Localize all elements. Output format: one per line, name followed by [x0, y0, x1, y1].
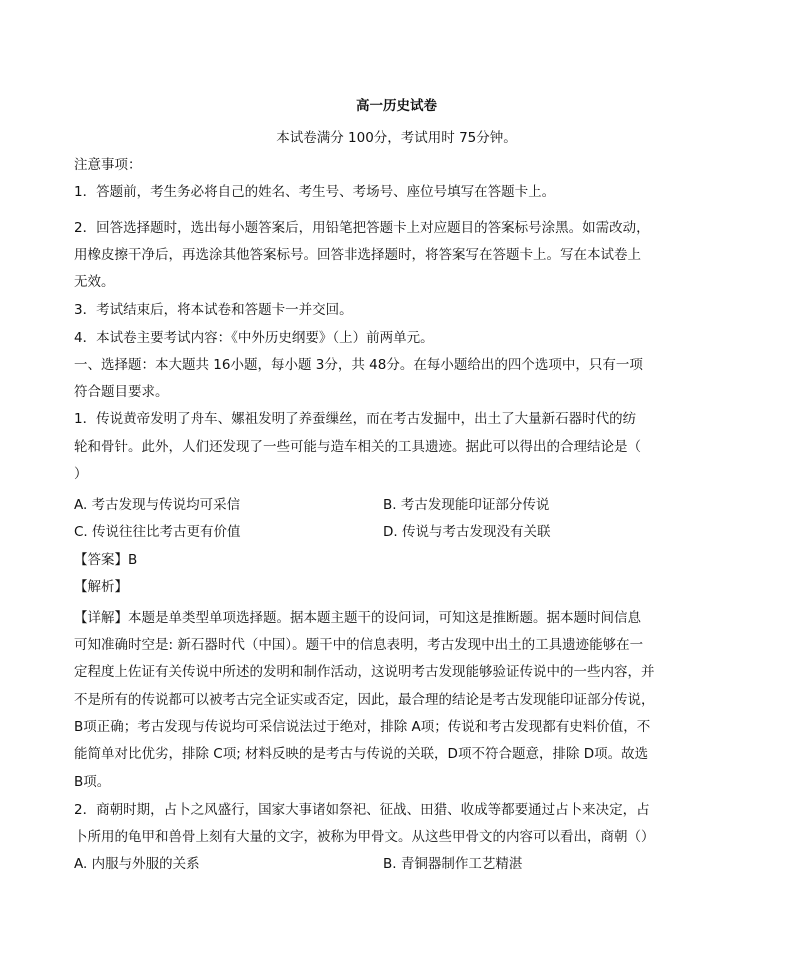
section-heading: 一、选择题：本大题共 16小题，每小题 3分，共 48分。在每小题给出的四个选项中，只有一项 [74, 357, 643, 373]
question-stem: 1．传说黄帝发明了舟车、嫘祖发明了养蚕缫丝，而在考古发掘中，出土了大量新石器时代的纺 [74, 411, 637, 427]
analysis-text: 定程度上佐证有关传说中所述的发明和制作活动，这说明考古发现能够验证传说中的一些内容，并 [74, 664, 655, 680]
question-stem: ） [74, 466, 88, 482]
option-d: D. 传说与考古发现没有关联 [383, 524, 551, 540]
option-a: A. 内服与外服的关系 [74, 856, 200, 872]
question-stem: 卜所用的龟甲和兽骨上刻有大量的文字，被称为甲骨文。从这些甲骨文的内容可以看出，商朝（） [74, 829, 655, 845]
notice-item: 2．回答选择题时，选出每小题答案后，用铅笔把答题卡上对应题目的答案标号涂黑。如需改动， [74, 220, 650, 236]
analysis-label: 【解析】 [74, 579, 128, 595]
exam-info: 本试卷满分 100分，考试用时 75分钟。 [276, 130, 517, 146]
analysis-text: B项正确；考古发现与传说均可采信说法过于绝对，排除 A项；传说和考古发现都有史料价值，不 [74, 719, 651, 735]
question-stem: 2．商朝时期，占卜之风盛行，国家大事诸如祭祀、征战、田猎、收成等都要通过占卜来决定，占 [74, 802, 650, 818]
notice-item: 3．考试结束后，将本试卷和答题卡一并交回。 [74, 302, 353, 318]
question-stem: 轮和骨针。此外，人们还发现了一些可能与造车相关的工具遗迹。据此可以得出的合理结论是（ [74, 439, 641, 455]
option-b: B. 考古发现能印证部分传说 [383, 497, 550, 513]
option-b: B. 青铜器制作工艺精湛 [383, 856, 523, 872]
notice-item: 无效。 [74, 274, 115, 290]
analysis-text: 不是所有的传说都可以被考古完全证实或否定，因此，最合理的结论是考古发现能印证部分传说， [74, 692, 655, 708]
analysis-text: 能简单对比优劣，排除 C项; 材料反映的是考古与传说的关联，D项不符合题意，排除 D项。故选 [74, 746, 649, 762]
option-a: A. 考古发现与传说均可采信 [74, 497, 241, 513]
notice-heading: 注意事项： [74, 157, 142, 173]
answer-line: 【答案】B [74, 552, 138, 568]
notice-item: 用橡皮擦干净后，再选涂其他答案标号。回答非选择题时，将答案写在答题卡上。写在本试卷上 [74, 247, 641, 263]
notice-item: 4．本试卷主要考试内容：《中外历史纲要》（上）前两单元。 [74, 330, 434, 346]
analysis-text: B项。 [74, 774, 111, 790]
analysis-text: 【详解】本题是单类型单项选择题。据本题主题干的设问词，可知这是推断题。据本题时间信息 [74, 610, 641, 626]
notice-item: 1．答题前，考生务必将自己的姓名、考生号、考场号、座位号填写在答题卡上。 [74, 184, 556, 200]
analysis-text: 可知准确时空是: 新石器时代（中国）。题干中的信息表明，考古发现中出土的工具遗迹能够在一 [74, 637, 644, 653]
section-heading: 符合题目要求。 [74, 384, 169, 400]
page-title: 高一历史试卷 [356, 98, 437, 114]
option-c: C. 传说往往比考古更有价值 [74, 524, 241, 540]
